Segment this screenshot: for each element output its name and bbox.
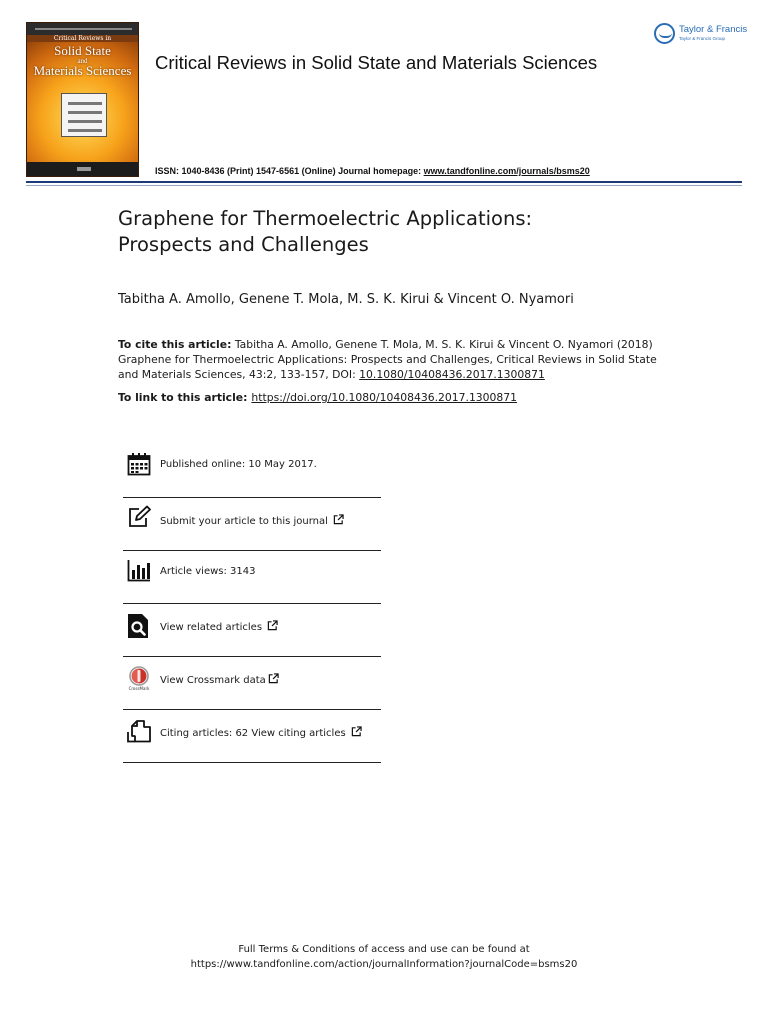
cover-title-line3: Materials Sciences: [33, 63, 132, 78]
citing-articles-text: Citing articles: 62 View citing articles: [160, 728, 346, 739]
publisher-name: Taylor & Francis: [679, 24, 748, 35]
crossmark-text: View Crossmark data: [160, 675, 266, 686]
external-link-icon: [267, 620, 278, 631]
citing-articles-row[interactable]: [123, 710, 381, 762]
journal-cover-image: [26, 22, 139, 177]
cover-title: [27, 44, 138, 78]
issn-line: [155, 166, 590, 176]
cover-bottom-band: [27, 162, 138, 176]
cover-strip-text: Critical Reviews in: [53, 35, 112, 42]
article-link-line: [118, 391, 517, 404]
cite-label: To cite this article:: [118, 338, 232, 351]
submit-article-row[interactable]: [123, 498, 381, 550]
journal-homepage-link[interactable]: www.tandfonline.com/journals/bsms20: [423, 166, 590, 176]
article-title-line1: Graphene for Thermoelectric Applications:: [118, 207, 533, 230]
bar-chart-icon: [127, 559, 151, 583]
article-doi-url[interactable]: https://doi.org/10.1080/10408436.2017.1300871: [251, 391, 518, 404]
search-document-icon: [127, 614, 151, 638]
published-online-text: Published online: 10 May 2017.: [160, 459, 317, 470]
copy-document-icon: [127, 719, 151, 743]
crossmark-link[interactable]: [160, 673, 279, 686]
publisher-logo[interactable]: [654, 22, 746, 48]
related-articles-link[interactable]: [160, 620, 278, 633]
citation-block: [118, 337, 658, 382]
crossmark-row[interactable]: [123, 657, 381, 709]
article-title-line2: Prospects and Challenges: [118, 233, 369, 256]
article-views-row: [123, 551, 381, 603]
cover-title-line1: Solid State: [54, 43, 111, 58]
footer-terms-text: Full Terms & Conditions of access and use can be found at: [238, 944, 530, 955]
footer-terms-url[interactable]: https://www.tandfonline.com/action/journalInformation?journalCode=bsms20: [190, 959, 578, 970]
submit-article-text: Submit your article to this journal: [160, 516, 328, 527]
edit-icon: [127, 505, 151, 529]
calendar-icon: [127, 452, 151, 476]
header-rule: [26, 181, 742, 183]
doi-link[interactable]: 10.1080/10408436.2017.1300871: [359, 368, 545, 381]
external-link-icon: [268, 673, 279, 684]
cite-text: Tabitha A. Amollo, Genene T. Mola, M. S. K. Kirui & Vincent O. Nyamori (2018) Graphene for Thermoelectric Applications: Prospects and Challenges, Critical Reviews in Solid State and Materials Sciences, 43:2, 133-157, DOI:: [118, 338, 657, 381]
link-label: To link to this article:: [118, 391, 248, 404]
issn-label: ISSN: 1040-8436 (Print) 1547-6561 (Online) Journal homepage:: [155, 166, 422, 176]
article-views-text: Article views: 3143: [160, 566, 256, 577]
article-authors: Tabitha A. Amollo, Genene T. Mola, M. S. K. Kirui & Vincent O. Nyamori: [118, 292, 574, 307]
citing-articles-link[interactable]: [160, 726, 362, 739]
header-rule-thin: [26, 185, 742, 186]
cover-top-band: [27, 23, 138, 35]
submit-article-link[interactable]: [160, 514, 344, 527]
publisher-logo-icon: [654, 23, 675, 44]
related-articles-row[interactable]: [123, 604, 381, 656]
external-link-icon: [351, 726, 362, 737]
publisher-group: Taylor & Francis Group: [679, 36, 726, 41]
info-divider: [123, 762, 381, 763]
journal-title: Critical Reviews in Solid State and Materials Sciences: [155, 52, 598, 73]
external-link-icon: [333, 514, 344, 525]
article-title: [118, 206, 678, 258]
cover-figure: [61, 93, 107, 137]
cover-title-line2: and: [77, 57, 88, 65]
related-articles-text: View related articles: [160, 622, 263, 633]
footer: [0, 942, 768, 972]
crossmark-caption: CrossMark: [128, 686, 150, 691]
published-online-row: [123, 440, 381, 492]
